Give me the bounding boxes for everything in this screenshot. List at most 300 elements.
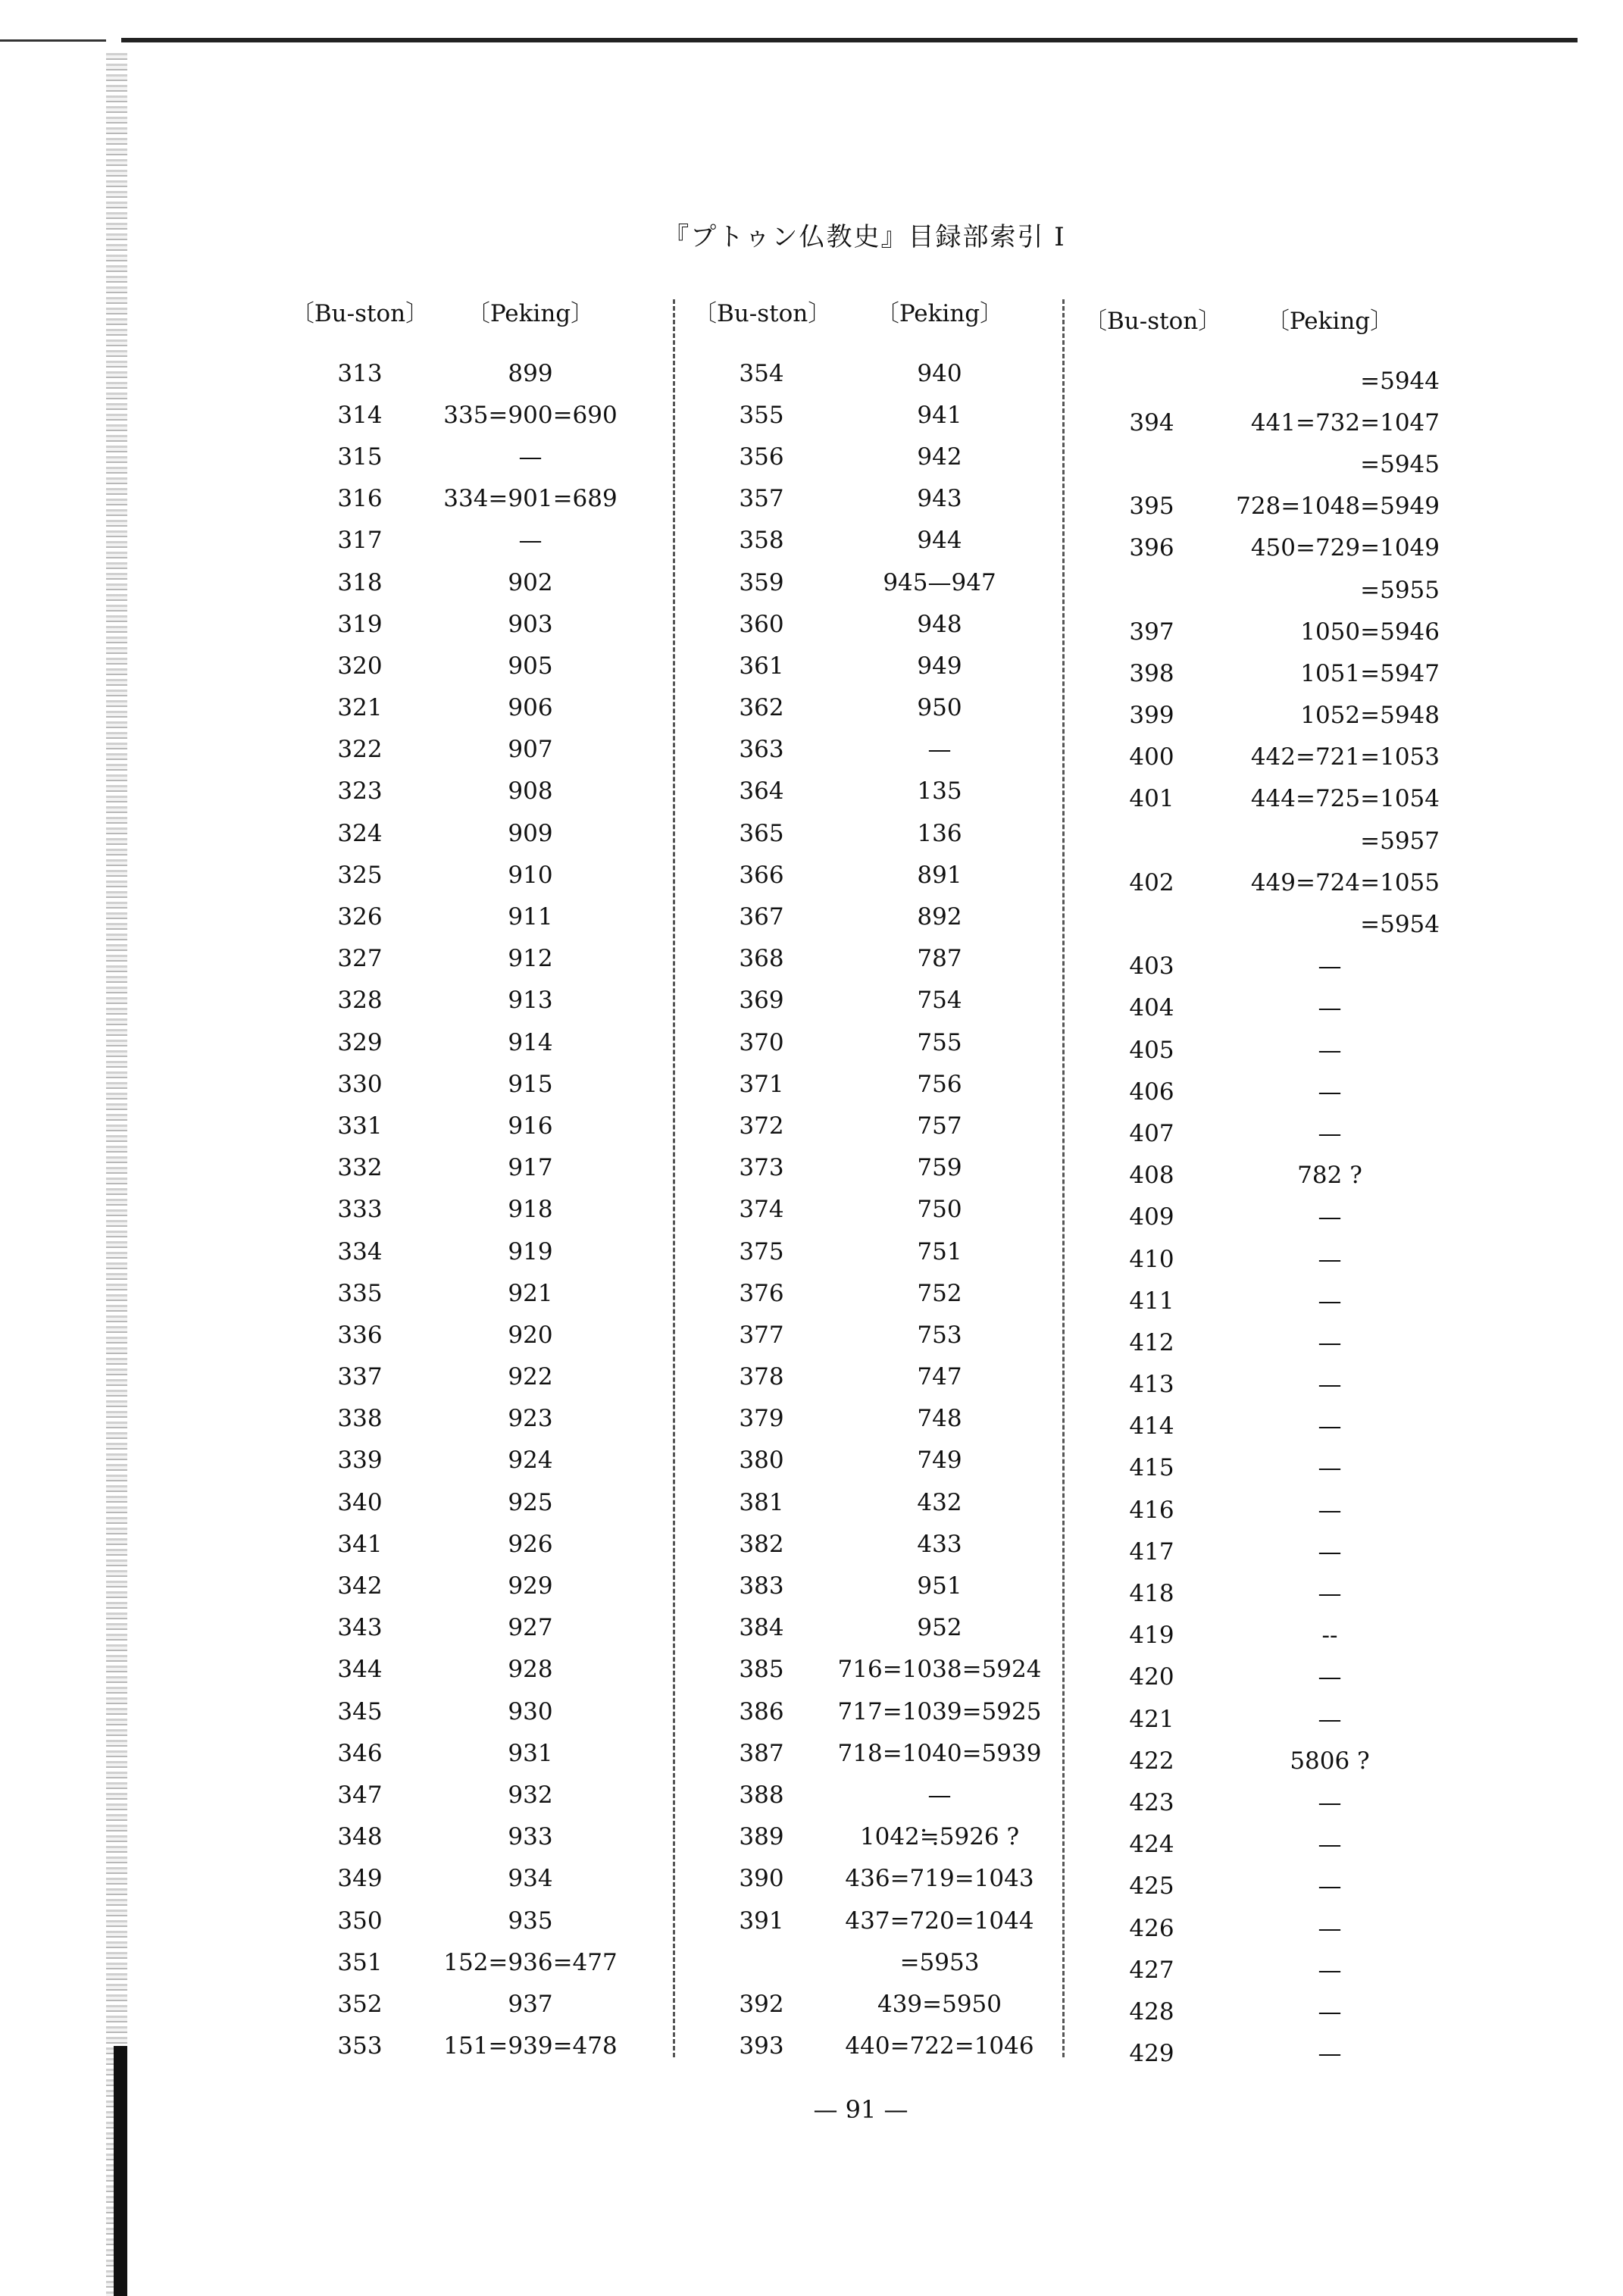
peking-number: 441=732=1047 xyxy=(1250,408,1440,436)
buston-number: 427 xyxy=(1129,1956,1174,1984)
peking-number: 941 xyxy=(917,401,962,429)
buston-number: 405 xyxy=(1129,1036,1174,1064)
peking-number: 907 xyxy=(508,736,553,764)
peking-number: 931 xyxy=(508,1739,553,1767)
peking-number: 932 xyxy=(508,1781,553,1809)
index-row xyxy=(1084,695,1440,737)
peking-number: — xyxy=(1318,1705,1342,1733)
peking-number: 918 xyxy=(508,1196,553,1224)
index-row xyxy=(693,1398,1049,1440)
index-row xyxy=(288,687,629,729)
index-row xyxy=(693,812,1049,854)
buston-number: 395 xyxy=(1129,493,1174,521)
index-row xyxy=(1084,1824,1440,1866)
index-row xyxy=(288,1941,629,1983)
buston-number: 347 xyxy=(337,1781,383,1809)
index-row xyxy=(693,1941,1049,1983)
peking-number: 935 xyxy=(508,1907,553,1935)
index-row xyxy=(693,1523,1049,1565)
index-row xyxy=(288,1481,629,1523)
index-row xyxy=(693,1147,1049,1189)
buston-number: 367 xyxy=(739,903,784,931)
index-row xyxy=(288,771,629,812)
buston-number: 399 xyxy=(1129,702,1174,730)
buston-number: 393 xyxy=(739,2032,784,2060)
peking-number: 919 xyxy=(508,1237,553,1265)
index-row xyxy=(1084,737,1440,778)
peking-number: =5953 xyxy=(899,1948,980,1976)
peking-number: 1052=5948 xyxy=(1300,702,1440,730)
index-row xyxy=(693,1231,1049,1272)
peking-number: 1050=5946 xyxy=(1300,618,1440,646)
index-row xyxy=(1084,652,1440,694)
buston-number: 408 xyxy=(1129,1162,1174,1190)
buston-number: 415 xyxy=(1129,1454,1174,1482)
index-row xyxy=(1084,1781,1440,1823)
peking-number: 754 xyxy=(917,987,962,1015)
page-title: 『プトゥン仏教史』目録部索引 I xyxy=(663,222,1066,252)
buston-number: 421 xyxy=(1129,1705,1174,1733)
peking-number: — xyxy=(1318,1496,1342,1524)
buston-number: 331 xyxy=(337,1112,383,1140)
index-row xyxy=(693,938,1049,980)
peking-number: 911 xyxy=(508,903,553,931)
index-row xyxy=(288,1398,629,1440)
peking-number: 755 xyxy=(917,1028,962,1056)
index-row xyxy=(1084,1280,1440,1322)
peking-number: =5944 xyxy=(1360,367,1440,395)
index-row xyxy=(1084,1949,1440,1991)
peking-number: 335=900=690 xyxy=(443,401,618,429)
index-row xyxy=(288,1356,629,1398)
peking-number: =5957 xyxy=(1360,827,1440,855)
buston-number: 366 xyxy=(739,861,784,889)
buston-number: 336 xyxy=(337,1321,383,1349)
buston-number: 374 xyxy=(739,1196,784,1224)
peking-number: =5954 xyxy=(1360,911,1440,939)
buston-number: 417 xyxy=(1129,1537,1174,1566)
buston-number: 414 xyxy=(1129,1412,1174,1440)
index-row xyxy=(1084,946,1440,987)
index-row xyxy=(288,1105,629,1146)
index-row xyxy=(693,352,1049,394)
index-row xyxy=(1084,1322,1440,1363)
index-row xyxy=(693,1774,1049,1816)
peking-number: 716=1038=5924 xyxy=(837,1656,1042,1684)
buston-number: 346 xyxy=(337,1739,383,1767)
peking-number: — xyxy=(927,1781,952,1809)
buston-number: 341 xyxy=(337,1530,383,1558)
peking-number: — xyxy=(1318,994,1342,1022)
buston-number: 313 xyxy=(337,359,383,387)
peking-number: 903 xyxy=(508,610,553,638)
index-row xyxy=(288,1314,629,1356)
buston-number: 324 xyxy=(337,819,383,847)
index-row xyxy=(288,729,629,771)
buston-number: 387 xyxy=(739,1739,784,1767)
buston-number: 380 xyxy=(739,1447,784,1475)
peking-number: — xyxy=(1318,1580,1342,1608)
index-row xyxy=(693,645,1049,687)
buston-number: 368 xyxy=(739,945,784,973)
index-row xyxy=(288,561,629,603)
peking-number: 748 xyxy=(917,1405,962,1433)
index-row xyxy=(1084,1698,1440,1740)
buston-number: 388 xyxy=(739,1781,784,1809)
index-row xyxy=(1084,1489,1440,1531)
header-peking: 〔Peking〕 xyxy=(466,299,595,327)
index-row xyxy=(693,1314,1049,1356)
buston-number: 364 xyxy=(739,777,784,805)
index-row xyxy=(288,1607,629,1649)
index-row xyxy=(288,1983,629,2025)
peking-number: — xyxy=(1318,1371,1342,1399)
buston-number: 411 xyxy=(1129,1287,1174,1315)
index-row xyxy=(288,394,629,436)
peking-number: 940 xyxy=(917,359,962,387)
buston-number: 362 xyxy=(739,694,784,722)
index-row xyxy=(693,1900,1049,1941)
buston-number: 317 xyxy=(337,527,383,555)
index-row xyxy=(288,1021,629,1063)
peking-number: 906 xyxy=(508,694,553,722)
buston-number: 322 xyxy=(337,736,383,764)
buston-number: 316 xyxy=(337,485,383,513)
peking-number: — xyxy=(1318,1454,1342,1482)
index-row xyxy=(693,687,1049,729)
buston-number: 402 xyxy=(1129,868,1174,896)
buston-number: 344 xyxy=(337,1656,383,1684)
peking-number: 450=729=1049 xyxy=(1250,534,1440,562)
index-row xyxy=(693,1105,1049,1146)
buston-number: 423 xyxy=(1129,1788,1174,1816)
buston-number: 413 xyxy=(1129,1371,1174,1399)
index-row xyxy=(1084,1656,1440,1698)
peking-number: 152=936=477 xyxy=(443,1948,618,1976)
index-row xyxy=(693,854,1049,896)
index-row xyxy=(693,1356,1049,1398)
peking-number: 921 xyxy=(508,1279,553,1307)
header-peking: 〔Peking〕 xyxy=(1265,307,1394,335)
peking-number: 5806 ? xyxy=(1290,1747,1370,1775)
buston-number: 343 xyxy=(337,1614,383,1642)
buston-number: 418 xyxy=(1129,1580,1174,1608)
index-row xyxy=(693,980,1049,1021)
buston-number: 383 xyxy=(739,1572,784,1600)
peking-number: — xyxy=(1318,1245,1342,1273)
index-row xyxy=(288,1231,629,1272)
buston-number: 382 xyxy=(739,1530,784,1558)
peking-number: 950 xyxy=(917,694,962,722)
index-row xyxy=(693,1691,1049,1732)
index-row xyxy=(1084,1238,1440,1280)
peking-number: — xyxy=(1318,1872,1342,1900)
buston-number: 398 xyxy=(1129,659,1174,687)
index-row xyxy=(288,1523,629,1565)
buston-number: 419 xyxy=(1129,1622,1174,1650)
peking-number: 782 ? xyxy=(1297,1162,1362,1190)
peking-number: — xyxy=(1318,1287,1342,1315)
index-row xyxy=(693,394,1049,436)
peking-number: 787 xyxy=(917,945,962,973)
peking-number: 728=1048=5949 xyxy=(1236,493,1440,521)
buston-number: 377 xyxy=(739,1321,784,1349)
buston-number: 337 xyxy=(337,1363,383,1391)
buston-number: 406 xyxy=(1129,1078,1174,1106)
index-row xyxy=(693,771,1049,812)
index-row xyxy=(1084,1991,1440,2032)
peking-number: — xyxy=(1318,1078,1342,1106)
peking-number: — xyxy=(1318,1914,1342,1942)
index-row xyxy=(1084,1196,1440,1238)
index-row xyxy=(1084,1572,1440,1614)
buston-number: 425 xyxy=(1129,1872,1174,1900)
peking-number: — xyxy=(518,527,543,555)
buston-number: 384 xyxy=(739,1614,784,1642)
index-row xyxy=(693,1481,1049,1523)
peking-number: 432 xyxy=(917,1488,962,1516)
index-row xyxy=(693,896,1049,937)
buston-number: 327 xyxy=(337,945,383,973)
buston-number: 386 xyxy=(739,1697,784,1725)
buston-number: 326 xyxy=(337,903,383,931)
index-row xyxy=(693,436,1049,477)
index-row xyxy=(693,1649,1049,1691)
buston-number: 348 xyxy=(337,1823,383,1851)
index-row xyxy=(1084,1740,1440,1781)
peking-number: 439=5950 xyxy=(877,1990,1002,2018)
index-row xyxy=(288,1732,629,1774)
index-row xyxy=(288,1272,629,1314)
index-row xyxy=(288,896,629,937)
index-row xyxy=(288,603,629,645)
index-row xyxy=(693,2025,1049,2067)
peking-number: 912 xyxy=(508,945,553,973)
buston-number: 321 xyxy=(337,694,383,722)
buston-number: 358 xyxy=(739,527,784,555)
peking-number: 135 xyxy=(917,777,962,805)
index-row xyxy=(1084,360,1440,402)
peking-number: 717=1039=5925 xyxy=(837,1697,1042,1725)
buston-number: 375 xyxy=(739,1237,784,1265)
buston-number: 319 xyxy=(337,610,383,638)
peking-number: -- xyxy=(1321,1622,1338,1650)
index-column-3 xyxy=(1084,299,1440,2075)
peking-number: 891 xyxy=(917,861,962,889)
buston-number: 328 xyxy=(337,987,383,1015)
peking-number: 444=725=1054 xyxy=(1250,785,1440,813)
index-column-2 xyxy=(693,292,1049,2067)
buston-number: 338 xyxy=(337,1405,383,1433)
peking-number: 756 xyxy=(917,1070,962,1098)
header-buston: 〔Bu-ston〕 xyxy=(1084,307,1222,335)
peking-number: — xyxy=(1318,1328,1342,1356)
peking-number: 923 xyxy=(508,1405,553,1433)
buston-number: 361 xyxy=(739,652,784,680)
buston-number: 397 xyxy=(1129,618,1174,646)
peking-number: 929 xyxy=(508,1572,553,1600)
index-row xyxy=(1084,1364,1440,1406)
buston-number: 424 xyxy=(1129,1831,1174,1859)
index-row xyxy=(288,478,629,520)
buston-number: 332 xyxy=(337,1154,383,1182)
buston-number: 334 xyxy=(337,1237,383,1265)
peking-number: — xyxy=(1318,1997,1342,2025)
peking-number: 909 xyxy=(508,819,553,847)
buston-number: 340 xyxy=(337,1488,383,1516)
header-peking: 〔Peking〕 xyxy=(875,299,1004,327)
peking-number: 437=720=1044 xyxy=(845,1907,1034,1935)
index-row xyxy=(288,938,629,980)
index-row xyxy=(693,1063,1049,1105)
buston-number: 403 xyxy=(1129,952,1174,981)
index-row xyxy=(693,1440,1049,1481)
buston-number: 422 xyxy=(1129,1747,1174,1775)
peking-number: — xyxy=(1318,1956,1342,1984)
buston-number: 410 xyxy=(1129,1245,1174,1273)
header-buston: 〔Bu-ston〕 xyxy=(290,299,430,327)
index-row xyxy=(693,1189,1049,1231)
buston-number: 394 xyxy=(1129,408,1174,436)
peking-number: 436=719=1043 xyxy=(845,1865,1034,1893)
peking-number: 718=1040=5939 xyxy=(837,1739,1042,1767)
peking-number: 916 xyxy=(508,1112,553,1140)
peking-number: — xyxy=(1318,1831,1342,1859)
peking-number: — xyxy=(1318,1203,1342,1231)
index-row xyxy=(288,1189,629,1231)
peking-number: 892 xyxy=(917,903,962,931)
buston-number: 409 xyxy=(1129,1203,1174,1231)
peking-number: 750 xyxy=(917,1196,962,1224)
column-divider xyxy=(1062,299,1065,2057)
peking-number: 752 xyxy=(917,1279,962,1307)
buston-number: 396 xyxy=(1129,534,1174,562)
index-row xyxy=(1084,1866,1440,1907)
peking-number: 922 xyxy=(508,1363,553,1391)
peking-number: 914 xyxy=(508,1028,553,1056)
peking-number: 944 xyxy=(917,527,962,555)
peking-number: 905 xyxy=(508,652,553,680)
buston-number: 391 xyxy=(739,1907,784,1935)
index-row xyxy=(693,1272,1049,1314)
index-row xyxy=(288,1816,629,1858)
buston-number: 400 xyxy=(1129,743,1174,771)
buston-number: 429 xyxy=(1129,2040,1174,2068)
buston-number: 379 xyxy=(739,1405,784,1433)
index-row xyxy=(1084,820,1440,862)
peking-number: 925 xyxy=(508,1488,553,1516)
peking-number: 440=722=1046 xyxy=(845,2032,1034,2060)
peking-number: 952 xyxy=(917,1614,962,1642)
buston-number: 428 xyxy=(1129,1997,1174,2025)
peking-number: — xyxy=(1318,1036,1342,1064)
index-row xyxy=(1084,1071,1440,1112)
peking-number: — xyxy=(1318,1412,1342,1440)
buston-number: 350 xyxy=(337,1907,383,1935)
peking-number: 151=939=478 xyxy=(443,2032,618,2060)
index-row xyxy=(1084,1406,1440,1447)
column-divider xyxy=(673,299,675,2057)
index-row xyxy=(288,2025,629,2067)
buston-number: 371 xyxy=(739,1070,784,1098)
index-row xyxy=(693,1732,1049,1774)
index-row xyxy=(288,436,629,477)
peking-number: 951 xyxy=(917,1572,962,1600)
buston-number: 416 xyxy=(1129,1496,1174,1524)
index-row xyxy=(1084,527,1440,569)
peking-number: 949 xyxy=(917,652,962,680)
index-row xyxy=(693,1607,1049,1649)
buston-number: 376 xyxy=(739,1279,784,1307)
buston-number: 330 xyxy=(337,1070,383,1098)
buston-number: 320 xyxy=(337,652,383,680)
buston-number: 363 xyxy=(739,736,784,764)
index-row xyxy=(288,1440,629,1481)
buston-number: 420 xyxy=(1129,1663,1174,1691)
peking-number: 917 xyxy=(508,1154,553,1182)
peking-number: 442=721=1053 xyxy=(1250,743,1440,771)
buston-number: 372 xyxy=(739,1112,784,1140)
index-row xyxy=(288,1858,629,1900)
buston-number: 323 xyxy=(337,777,383,805)
buston-number: 426 xyxy=(1129,1914,1174,1942)
buston-number: 389 xyxy=(739,1823,784,1851)
buston-number: 407 xyxy=(1129,1119,1174,1147)
buston-number: 385 xyxy=(739,1656,784,1684)
peking-number: 136 xyxy=(917,819,962,847)
index-row xyxy=(693,478,1049,520)
buston-number: 335 xyxy=(337,1279,383,1307)
index-row xyxy=(1084,1907,1440,1949)
peking-number: 948 xyxy=(917,610,962,638)
index-row xyxy=(288,812,629,854)
buston-number: 354 xyxy=(739,359,784,387)
buston-number: 357 xyxy=(739,485,784,513)
peking-number: 927 xyxy=(508,1614,553,1642)
index-row xyxy=(1084,402,1440,443)
peking-number: 934 xyxy=(508,1865,553,1893)
peking-number: 937 xyxy=(508,1990,553,2018)
peking-number: — xyxy=(1318,1788,1342,1816)
buston-number: 352 xyxy=(337,1990,383,2018)
peking-number: 908 xyxy=(508,777,553,805)
buston-number: 359 xyxy=(739,568,784,596)
buston-number: 365 xyxy=(739,819,784,847)
index-row xyxy=(1084,778,1440,820)
index-row xyxy=(288,1565,629,1606)
index-row xyxy=(1084,862,1440,903)
index-row xyxy=(693,1858,1049,1900)
buston-number: 342 xyxy=(337,1572,383,1600)
index-row xyxy=(693,729,1049,771)
buston-number: 315 xyxy=(337,443,383,471)
peking-number: — xyxy=(1318,1119,1342,1147)
top-rule xyxy=(121,38,1578,42)
index-row xyxy=(1084,1112,1440,1154)
buston-number: 404 xyxy=(1129,994,1174,1022)
index-row xyxy=(288,645,629,687)
index-row xyxy=(288,1063,629,1105)
index-row xyxy=(288,854,629,896)
index-row xyxy=(693,1983,1049,2025)
peking-number: 913 xyxy=(508,987,553,1015)
peking-number: — xyxy=(1318,952,1342,981)
peking-number: — xyxy=(1318,1663,1342,1691)
peking-number: 915 xyxy=(508,1070,553,1098)
peking-number: 751 xyxy=(917,1237,962,1265)
peking-number: — xyxy=(1318,1537,1342,1566)
peking-number: 433 xyxy=(917,1530,962,1558)
